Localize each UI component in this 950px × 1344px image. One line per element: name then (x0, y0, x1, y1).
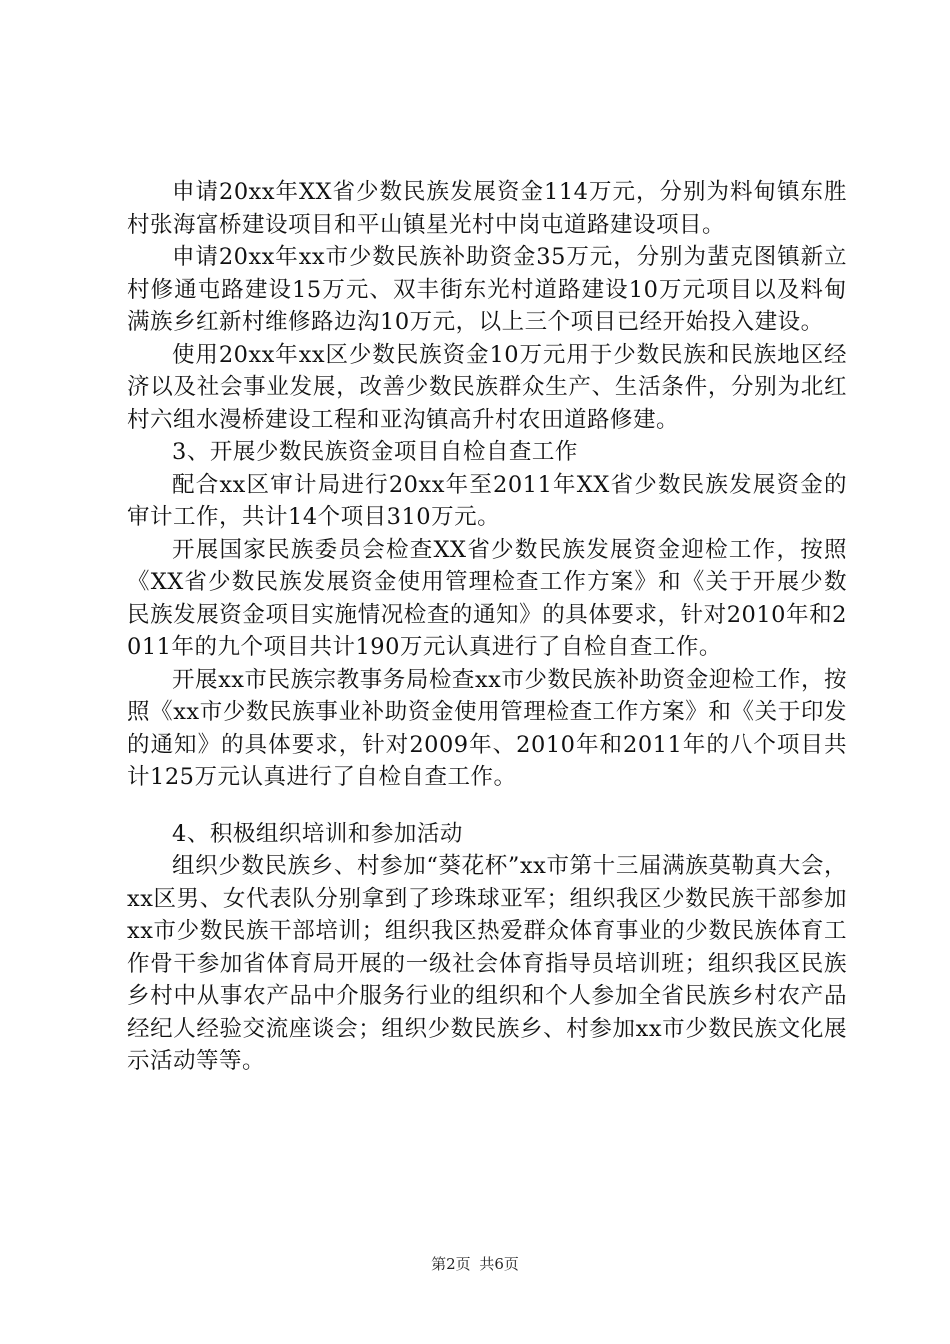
document-body (127, 176, 847, 1078)
paragraph-national-inspection: 开展国家民族委员会检查XX省少数民族发展资金迎检工作，按照《XX省少数民族发展资金使用管理检查工作方案》和《关于开展少数民族发展资金项目实施情况检查的通知》的具体要求，针对2010年和2011年的九个项目共计190万元认真进行了自检自查工作。 (127, 536, 847, 660)
section-heading-4: 4、积极组织培训和参加活动 (172, 820, 463, 847)
paragraph-spacer (127, 794, 847, 818)
page-footer (0, 1254, 950, 1274)
paragraph-city-inspection: 开展xx市民族宗教事务局检查xx市少数民族补助资金迎检工作，按照《xx市少数民族事业补助资金使用管理检查工作方案》和《关于印发的通知》的具体要求，针对2009年、2010年和2011年的八个项目共计125万元认真进行了自检自查工作。 (127, 666, 847, 790)
section-heading-3: 3、开展少数民族资金项目自检自查工作 (172, 439, 578, 465)
paragraph-training-activities: 组织少数民族乡、村参加“葵花杯”xx市第十三届满族莫勒真大会，xx区男、女代表队分别拿到了珍珠球亚军；组织我区少数民族干部参加xx市少数民族干部培训；组织我区热爱群众体育事业的少数民族体育工作骨干参加省体育局开展的一级社会体育指导员培训班；组织我区民族乡村中从事农产品中介服务行业的组织和个人参加全省民族乡村农产品经纪人经验交流座谈会；组织少数民族乡、村参加xx市少数民族文化展示活动等等。 (127, 853, 847, 1074)
page-number: 第2页 (431, 1255, 471, 1273)
paragraph-city-subsidy: 申请20xx年xx市少数民族补助资金35万元，分别为蜚克图镇新立村修通屯路建设15万元、双丰街东光村道路建设10万元项目以及料甸满族乡红新村维修路边沟10万元，以上三个项目已经开始投入建设。 (127, 244, 847, 335)
paragraph-district-fund: 使用20xx年xx区少数民族资金10万元用于少数民族和民族地区经济以及社会事业发展，改善少数民族群众生产、生活条件，分别为北红村六组水漫桥建设工程和亚沟镇高升村农田道路修建。 (127, 341, 847, 433)
paragraph-audit: 配合xx区审计局进行20xx年至2011年XX省少数民族发展资金的审计工作，共计14个项目310万元。 (127, 471, 847, 530)
page-total: 共6页 (479, 1255, 519, 1273)
paragraph-provincial-fund: 申请20xx年XX省少数民族发展资金114万元，分别为料甸镇东胜村张海富桥建设项目和平山镇星光村中岗屯道路建设项目。 (127, 179, 847, 238)
